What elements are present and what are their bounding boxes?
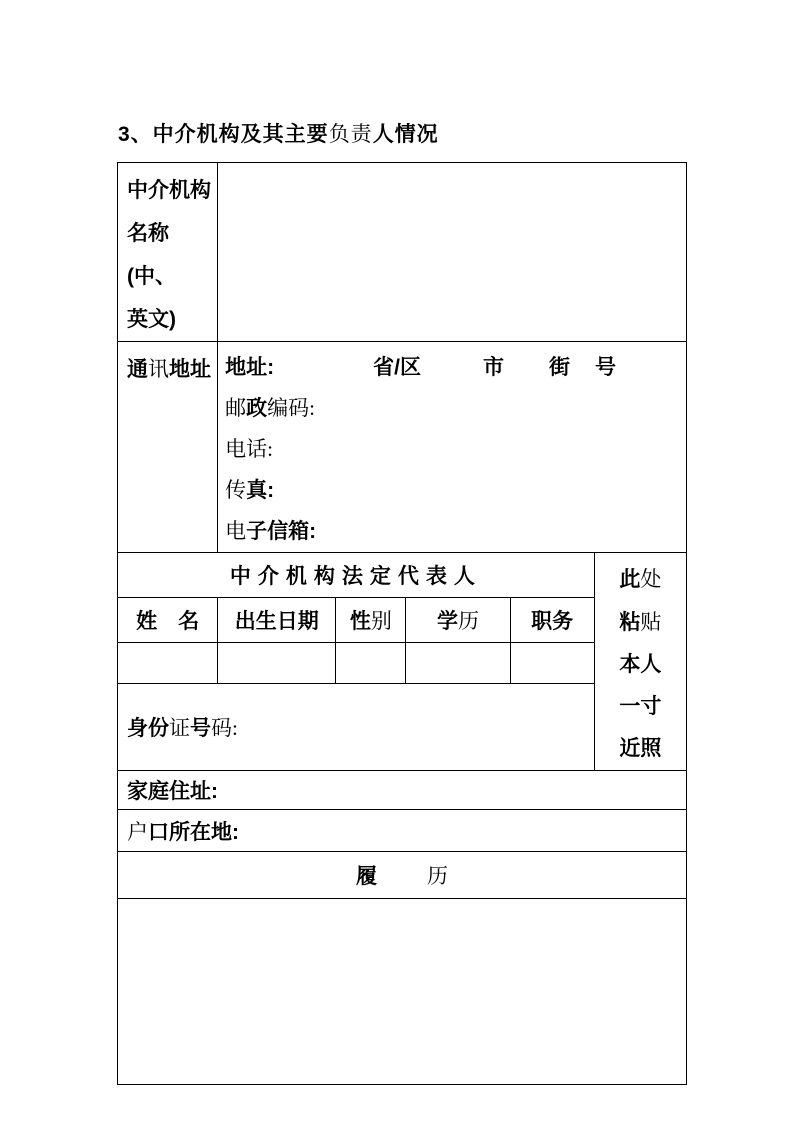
- photo-text-segment: 此: [619, 568, 641, 591]
- gender-header-segment: 别: [370, 608, 392, 633]
- id-number-segment: 号: [190, 717, 211, 741]
- phone-line: 电话:: [225, 437, 273, 461]
- id-number-segment: 身份: [127, 717, 169, 741]
- id-number-cell[interactable]: [118, 684, 595, 771]
- resume-header-segment: 履: [356, 865, 377, 888]
- fax-segment: 真:: [246, 479, 275, 502]
- id-number-segment: 码:: [211, 716, 238, 741]
- address-line: [225, 347, 686, 388]
- org-name-label-line: 英文): [127, 308, 176, 331]
- postal-segment: 政: [246, 397, 268, 420]
- home-address-cell[interactable]: 家庭住址:: [118, 771, 687, 810]
- resume-header-segment: 历: [427, 864, 448, 888]
- col-header-birth-date: 出生日期: [218, 597, 336, 642]
- position-input-cell[interactable]: [510, 642, 594, 684]
- email-segment: 子信箱:: [246, 520, 317, 543]
- col-header-gender: [336, 597, 406, 642]
- fax-segment: 传: [225, 478, 247, 502]
- address-city: 市: [483, 356, 504, 379]
- postal-code-line: [225, 388, 686, 429]
- legal-rep-header-row: [118, 553, 687, 598]
- col-header-education: [406, 597, 510, 642]
- photo-text-line: [595, 601, 686, 644]
- page-title-segment: 3、中介机构及其主要: [118, 123, 329, 146]
- gender-input-cell[interactable]: [336, 642, 406, 684]
- id-number-segment: 证: [169, 716, 190, 741]
- photo-text-segment: 处: [640, 567, 662, 591]
- photo-text-line: 近照: [619, 737, 662, 760]
- org-name-row: [118, 163, 687, 342]
- residence-cell[interactable]: [118, 810, 687, 852]
- address-label: 地址:: [225, 356, 275, 379]
- photo-paste-cell: [594, 553, 686, 771]
- form-table: [117, 162, 687, 1085]
- legal-rep-header: 中介机构法定代表人: [118, 553, 595, 598]
- org-name-label-line: 名称(中、: [127, 222, 176, 288]
- address-number: 号: [595, 356, 616, 379]
- address-street: 街: [549, 356, 570, 379]
- contact-row: [118, 342, 687, 553]
- resume-content-cell[interactable]: [118, 899, 687, 1085]
- email-segment: 电: [225, 519, 247, 543]
- birth-date-input-cell[interactable]: [218, 642, 336, 684]
- contact-label-segment: 通: [127, 358, 148, 381]
- page-title: [118, 118, 439, 148]
- residence-segment: 口所在地:: [148, 820, 239, 844]
- col-header-position: 职务: [510, 597, 594, 642]
- photo-text-line: 本人: [619, 653, 662, 676]
- contact-info-cell[interactable]: [218, 342, 687, 553]
- education-header-segment: 学: [437, 609, 459, 633]
- education-input-cell[interactable]: [406, 642, 510, 684]
- page-title-segment: 负责: [328, 122, 373, 146]
- gender-header-segment: 性: [349, 609, 371, 633]
- name-input-cell[interactable]: [118, 642, 218, 684]
- address-province: 省/区: [373, 356, 421, 379]
- org-name-label: [118, 163, 218, 342]
- contact-label-segment: 讯: [148, 357, 169, 381]
- org-name-input-cell[interactable]: [218, 163, 687, 342]
- photo-text-segment: 贴: [640, 610, 662, 634]
- residence-segment: 户: [127, 819, 148, 844]
- photo-text-line: [595, 558, 686, 601]
- education-header-segment: 历: [458, 608, 480, 633]
- resume-header-row: [118, 852, 687, 899]
- photo-text-line: 一寸: [619, 695, 662, 718]
- contact-label-segment: 地址: [169, 358, 211, 381]
- home-address-row: [118, 771, 687, 810]
- col-header-name: 姓 名: [118, 597, 218, 642]
- residence-row: [118, 810, 687, 852]
- org-name-label-line: 中介机构: [127, 179, 211, 202]
- email-line: [225, 511, 686, 552]
- fax-line: [225, 470, 686, 511]
- page-title-segment: 人情况: [372, 123, 439, 146]
- resume-header-cell: [118, 852, 687, 899]
- postal-segment: 编码:: [267, 396, 315, 420]
- resume-content-row: [118, 899, 687, 1085]
- postal-segment: 邮: [225, 396, 247, 420]
- photo-text-segment: 粘: [619, 611, 641, 634]
- contact-label: [118, 342, 218, 553]
